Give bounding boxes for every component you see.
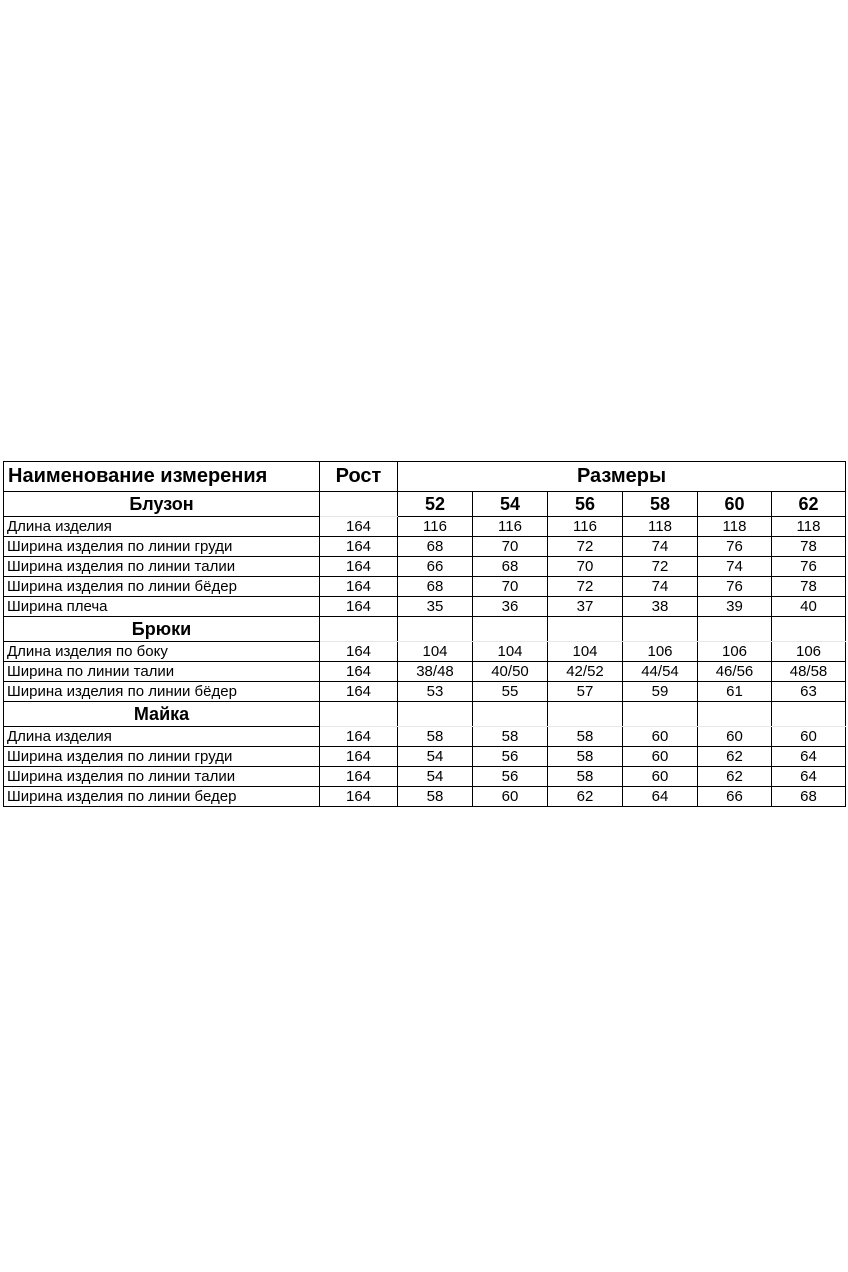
size-label: 60 xyxy=(698,492,772,517)
size-value: 104 xyxy=(548,642,623,662)
size-value: 54 xyxy=(398,767,473,787)
size-value: 106 xyxy=(623,642,698,662)
size-value: 55 xyxy=(473,682,548,702)
measurement-name: Ширина изделия по линии бёдер xyxy=(4,577,320,597)
size-value: 60 xyxy=(623,767,698,787)
measurement-name: Ширина изделия по линии бёдер xyxy=(4,682,320,702)
size-value: 70 xyxy=(473,577,548,597)
measurement-name: Ширина изделия по линии груди xyxy=(4,747,320,767)
section-row xyxy=(4,702,846,727)
size-value: 60 xyxy=(698,727,772,747)
size-value: 39 xyxy=(698,597,772,617)
size-value: 56 xyxy=(473,767,548,787)
size-label: 54 xyxy=(473,492,548,517)
height-value: 164 xyxy=(320,662,398,682)
size-value: 68 xyxy=(473,557,548,577)
size-value: 63 xyxy=(772,682,846,702)
size-value: 68 xyxy=(398,537,473,557)
measurement-name: Ширина по линии талии xyxy=(4,662,320,682)
measurement-row xyxy=(4,557,846,577)
size-value: 46/56 xyxy=(698,662,772,682)
size-value: 68 xyxy=(772,787,846,807)
size-value: 38 xyxy=(623,597,698,617)
size-value: 53 xyxy=(398,682,473,702)
measurement-name: Ширина изделия по линии талии xyxy=(4,557,320,577)
height-value: 164 xyxy=(320,537,398,557)
size-value: 57 xyxy=(548,682,623,702)
size-value: 78 xyxy=(772,537,846,557)
size-value: 48/58 xyxy=(772,662,846,682)
size-value: 58 xyxy=(548,767,623,787)
empty-cell xyxy=(320,492,398,517)
empty-cell xyxy=(623,617,698,642)
measurement-name: Длина изделия xyxy=(4,727,320,747)
size-value: 76 xyxy=(772,557,846,577)
empty-cell xyxy=(320,702,398,727)
empty-cell xyxy=(623,702,698,727)
size-value: 60 xyxy=(772,727,846,747)
size-value: 58 xyxy=(473,727,548,747)
measurement-name: Длина изделия xyxy=(4,517,320,537)
size-value: 116 xyxy=(548,517,623,537)
measurement-row xyxy=(4,787,846,807)
size-value: 60 xyxy=(623,747,698,767)
size-value: 58 xyxy=(548,727,623,747)
size-label: 58 xyxy=(623,492,698,517)
size-value: 70 xyxy=(473,537,548,557)
section-title: Майка xyxy=(4,702,320,727)
size-value: 44/54 xyxy=(623,662,698,682)
size-label: 56 xyxy=(548,492,623,517)
height-value: 164 xyxy=(320,727,398,747)
empty-cell xyxy=(698,702,772,727)
size-value: 74 xyxy=(623,577,698,597)
height-value: 164 xyxy=(320,577,398,597)
size-value: 116 xyxy=(398,517,473,537)
size-value: 104 xyxy=(398,642,473,662)
size-value: 58 xyxy=(548,747,623,767)
size-value: 59 xyxy=(623,682,698,702)
size-value: 38/48 xyxy=(398,662,473,682)
size-value: 66 xyxy=(398,557,473,577)
measurement-row xyxy=(4,597,846,617)
height-value: 164 xyxy=(320,557,398,577)
empty-cell xyxy=(772,702,846,727)
size-value: 64 xyxy=(772,747,846,767)
empty-cell xyxy=(698,617,772,642)
size-value: 56 xyxy=(473,747,548,767)
size-value: 76 xyxy=(698,577,772,597)
size-value: 68 xyxy=(398,577,473,597)
measurement-row xyxy=(4,747,846,767)
section-row xyxy=(4,617,846,642)
empty-cell xyxy=(473,702,548,727)
size-value: 78 xyxy=(772,577,846,597)
size-value: 116 xyxy=(473,517,548,537)
size-value: 62 xyxy=(548,787,623,807)
size-value: 72 xyxy=(623,557,698,577)
size-value: 58 xyxy=(398,787,473,807)
size-value: 106 xyxy=(698,642,772,662)
size-value: 104 xyxy=(473,642,548,662)
height-value: 164 xyxy=(320,767,398,787)
empty-cell xyxy=(398,617,473,642)
height-value: 164 xyxy=(320,682,398,702)
measurement-row xyxy=(4,682,846,702)
size-value: 70 xyxy=(548,557,623,577)
size-value: 72 xyxy=(548,537,623,557)
size-value: 40/50 xyxy=(473,662,548,682)
measurement-name: Ширина изделия по линии талии xyxy=(4,767,320,787)
size-value: 118 xyxy=(698,517,772,537)
size-value: 54 xyxy=(398,747,473,767)
empty-cell xyxy=(772,617,846,642)
size-value: 106 xyxy=(772,642,846,662)
empty-cell xyxy=(548,702,623,727)
sizes-header: Размеры xyxy=(398,462,846,492)
size-chart-table xyxy=(3,461,846,807)
measurement-name: Длина изделия по боку xyxy=(4,642,320,662)
measurement-row xyxy=(4,577,846,597)
measurement-name-header: Наименование измерения xyxy=(4,462,320,492)
size-value: 35 xyxy=(398,597,473,617)
measurement-name: Ширина изделия по линии груди xyxy=(4,537,320,557)
size-value: 118 xyxy=(623,517,698,537)
height-value: 164 xyxy=(320,517,398,537)
section-row xyxy=(4,492,846,517)
size-value: 66 xyxy=(698,787,772,807)
size-value: 61 xyxy=(698,682,772,702)
measurement-name: Ширина плеча xyxy=(4,597,320,617)
empty-cell xyxy=(548,617,623,642)
size-value: 37 xyxy=(548,597,623,617)
measurement-row xyxy=(4,537,846,557)
measurement-row xyxy=(4,727,846,747)
size-label: 52 xyxy=(398,492,473,517)
size-chart-body xyxy=(4,462,846,807)
size-value: 60 xyxy=(473,787,548,807)
size-value: 60 xyxy=(623,727,698,747)
measurement-row xyxy=(4,642,846,662)
empty-cell xyxy=(473,617,548,642)
height-value: 164 xyxy=(320,787,398,807)
measurement-name: Ширина изделия по линии бедер xyxy=(4,787,320,807)
size-value: 58 xyxy=(398,727,473,747)
size-value: 76 xyxy=(698,537,772,557)
measurement-row xyxy=(4,517,846,537)
size-value: 72 xyxy=(548,577,623,597)
section-title: Блузон xyxy=(4,492,320,517)
header-row xyxy=(4,462,846,492)
size-value: 64 xyxy=(623,787,698,807)
size-value: 62 xyxy=(698,747,772,767)
size-label: 62 xyxy=(772,492,846,517)
size-value: 40 xyxy=(772,597,846,617)
measurement-row xyxy=(4,662,846,682)
size-value: 74 xyxy=(623,537,698,557)
size-value: 64 xyxy=(772,767,846,787)
size-value: 42/52 xyxy=(548,662,623,682)
empty-cell xyxy=(320,617,398,642)
height-value: 164 xyxy=(320,597,398,617)
section-title: Брюки xyxy=(4,617,320,642)
height-header: Рост xyxy=(320,462,398,492)
height-value: 164 xyxy=(320,642,398,662)
size-value: 62 xyxy=(698,767,772,787)
measurement-row xyxy=(4,767,846,787)
size-value: 118 xyxy=(772,517,846,537)
empty-cell xyxy=(398,702,473,727)
height-value: 164 xyxy=(320,747,398,767)
size-value: 74 xyxy=(698,557,772,577)
size-value: 36 xyxy=(473,597,548,617)
